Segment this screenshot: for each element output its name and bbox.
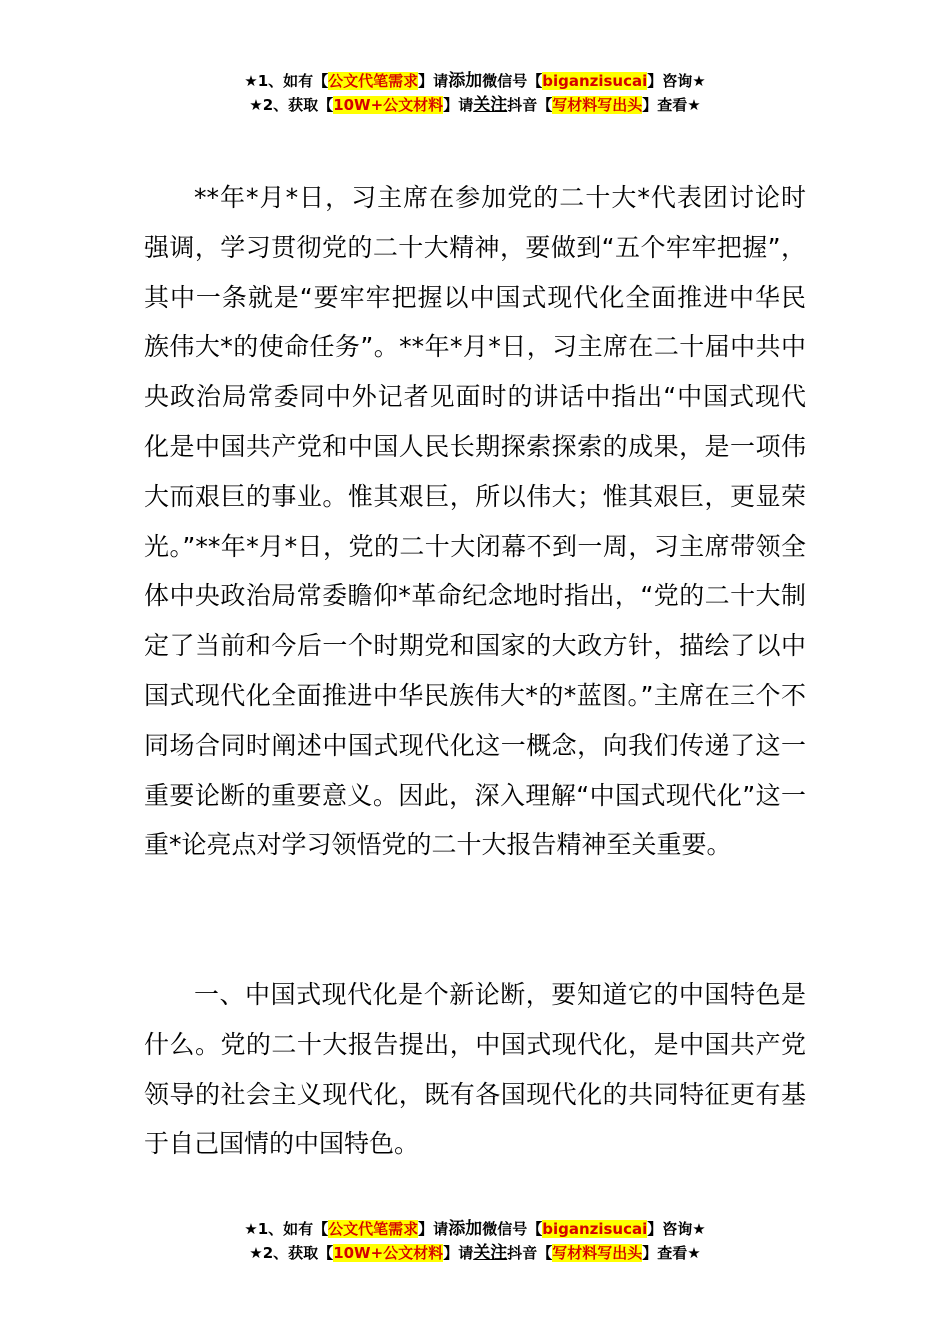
star-icon: ★ bbox=[687, 96, 701, 114]
highlight-materials: 10W+公文材料 bbox=[333, 1244, 444, 1262]
footer-line-1-mid: 】请 bbox=[418, 1220, 449, 1238]
highlight-douyin-account: 写材料写出头 bbox=[552, 96, 643, 114]
paragraph-section-one: 一、中国式现代化是个新论断，要知道它的中国特色是什么。党的二十大报告提出，中国式现代化，是中国共产党领导的社会主义现代化，既有各国现代化的共同特征更有基于自己国情的中国特色。 bbox=[144, 980, 806, 1159]
footer-line-2-mid: 】请 bbox=[443, 1244, 474, 1262]
footer-line-2-suffix: 】查看 bbox=[642, 1244, 688, 1262]
star-icon: ★ bbox=[687, 1244, 701, 1262]
header-line-1-prefix: 1、如有【 bbox=[257, 72, 329, 90]
header-line-2-mid2: 抖音【 bbox=[507, 96, 553, 114]
footer-line-1-suffix: 】咨询 bbox=[647, 1220, 693, 1238]
star-icon: ★ bbox=[244, 1220, 258, 1238]
footer-banner bbox=[0, 1217, 950, 1265]
emphasis-follow: 关注 bbox=[473, 95, 508, 115]
paragraph-intro: **年*月*日，习主席在参加党的二十大*代表团讨论时强调，学习贯彻党的二十大精神，要做到“五个牢牢把握”，其中一条就是“要牢牢把握以中国式现代化全面推进中华民族伟大*的使命任务”。**年*月*日，习主席在二十届中共中央政治局常委同中外记者见面时的讲话中指出“中国式现代化是中国共产党和中国人民长期探索探索的成果，是一项伟大而艰巨的事业。惟其艰巨，所以伟大；惟其艰巨，更显荣光。”**年*月*日，党的二十大闭幕不到一周，习主席带领全体中央政治局常委瞻仰*革命纪念地时指出，“党的二十大制定了当前和今后一个时期党和国家的大政方针，描绘了以中国式现代化全面推进中华民族伟大*的*蓝图。”主席在三个不同场合同时阐述中国式现代化这一概念，向我们传递了这一重要论断的重要意义。因此，深入理解“中国式现代化”这一重*论亮点对学习领悟党的二十大报告精神至关重要。 bbox=[144, 183, 806, 860]
highlight-service: 公文代笔需求 bbox=[328, 1220, 419, 1238]
highlight-wechat-id: biganzisucai bbox=[542, 72, 648, 90]
star-icon: ★ bbox=[249, 1244, 263, 1262]
highlight-douyin-account: 写材料写出头 bbox=[552, 1244, 643, 1262]
highlight-service: 公文代笔需求 bbox=[328, 72, 419, 90]
header-line-1 bbox=[0, 69, 950, 93]
star-icon: ★ bbox=[692, 1220, 706, 1238]
header-line-2-suffix: 】查看 bbox=[642, 96, 688, 114]
star-icon: ★ bbox=[692, 72, 706, 90]
highlight-wechat-id: biganzisucai bbox=[542, 1220, 648, 1238]
footer-line-1 bbox=[0, 1217, 950, 1241]
emphasis-add: 添加 bbox=[448, 1219, 483, 1239]
footer-line-2 bbox=[0, 1241, 950, 1265]
header-line-2-prefix: 2、获取【 bbox=[262, 96, 334, 114]
emphasis-add: 添加 bbox=[448, 71, 483, 91]
footer-line-1-mid2: 微信号【 bbox=[482, 1220, 543, 1238]
footer-line-2-prefix: 2、获取【 bbox=[262, 1244, 334, 1262]
star-icon: ★ bbox=[249, 96, 263, 114]
star-icon: ★ bbox=[244, 72, 258, 90]
highlight-materials: 10W+公文材料 bbox=[333, 96, 444, 114]
header-line-1-mid: 】请 bbox=[418, 72, 449, 90]
header-banner bbox=[0, 69, 950, 117]
header-line-1-suffix: 】咨询 bbox=[647, 72, 693, 90]
header-line-2-mid: 】请 bbox=[443, 96, 474, 114]
footer-line-1-prefix: 1、如有【 bbox=[257, 1220, 329, 1238]
header-line-1-mid2: 微信号【 bbox=[482, 72, 543, 90]
header-line-2 bbox=[0, 93, 950, 117]
footer-line-2-mid2: 抖音【 bbox=[507, 1244, 553, 1262]
emphasis-follow: 关注 bbox=[473, 1243, 508, 1263]
